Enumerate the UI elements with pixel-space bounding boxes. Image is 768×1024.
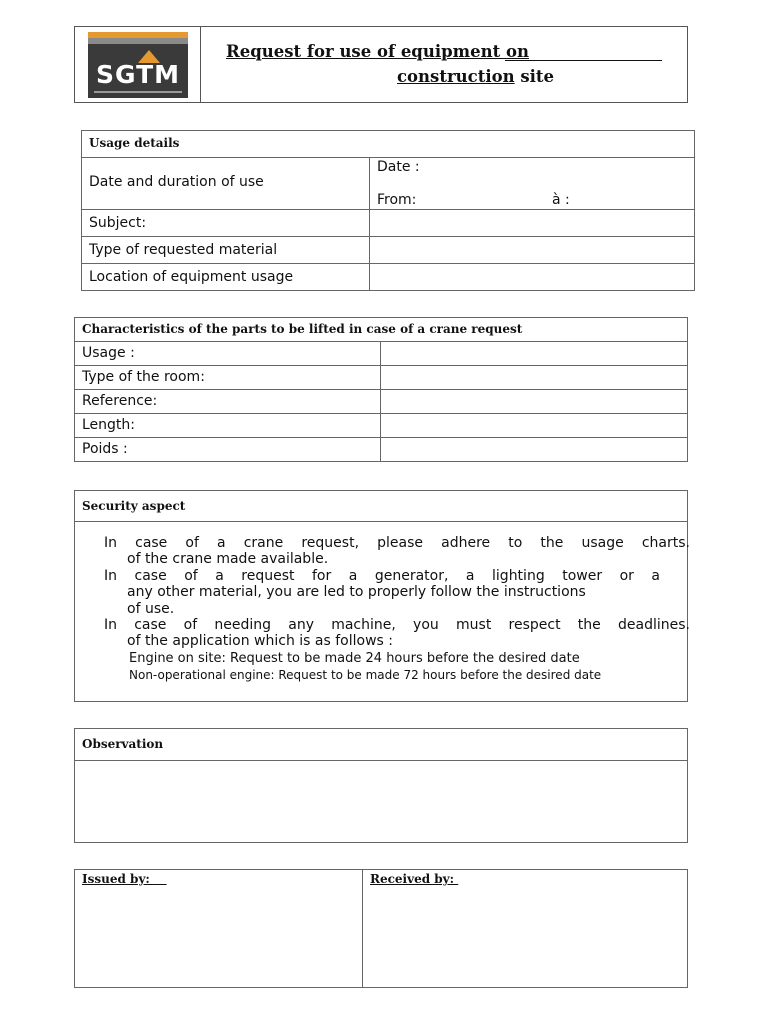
- company-logo: [88, 32, 188, 98]
- security-p1-line2: of the crane made available.: [127, 551, 329, 568]
- usage-details-heading: Usage details: [82, 131, 695, 158]
- security-aspect-section: [74, 490, 688, 702]
- security-bullet-1: Engine on site: Request to be made 24 hours before the desired date: [129, 650, 580, 666]
- date-label: Date :: [377, 159, 420, 175]
- document-title-line1: Request for use of equipment on: [226, 42, 529, 61]
- observation-section: [74, 728, 688, 843]
- issued-by-field[interactable]: Issued by:: [75, 870, 363, 988]
- signature-table: [74, 869, 688, 988]
- security-p3-line2: of the application which is as follows :: [127, 633, 393, 650]
- security-p2-line2: any other material, you are led to properly follow the instructions: [127, 584, 586, 601]
- material-type-label: Type of requested material: [82, 237, 370, 264]
- subject-field[interactable]: [370, 210, 695, 237]
- to-label: à :: [552, 192, 570, 208]
- security-aspect-heading: Security aspect: [75, 491, 687, 522]
- usage-details-table: [81, 130, 695, 291]
- room-type-label: Type of the room:: [75, 366, 381, 390]
- date-duration-field[interactable]: [370, 158, 695, 210]
- material-type-field[interactable]: [370, 237, 695, 264]
- weight-field[interactable]: [381, 438, 688, 462]
- received-by-field[interactable]: Received by:: [363, 870, 688, 988]
- from-label: From:: [377, 192, 417, 208]
- crane-characteristics-table: [74, 317, 688, 462]
- subject-label: Subject:: [82, 210, 370, 237]
- weight-label: Poids :: [75, 438, 381, 462]
- document-header: [74, 26, 688, 103]
- equipment-location-label: Location of equipment usage: [82, 264, 370, 291]
- date-duration-label: Date and duration of use: [82, 158, 370, 210]
- reference-label: Reference:: [75, 390, 381, 414]
- security-p3-line1: In case of needing any machine, you must respect the deadlines.: [104, 617, 690, 634]
- security-p2-line3: of use.: [127, 600, 175, 617]
- observation-field[interactable]: [75, 761, 687, 843]
- length-label: Length:: [75, 414, 381, 438]
- length-field[interactable]: [381, 414, 688, 438]
- security-p2-line1: In case of a request for a generator, a lighting tower or a: [104, 567, 660, 584]
- security-bullet-2: Non-operational engine: Request to be made 72 hours before the desired date: [129, 667, 602, 682]
- room-type-field[interactable]: [381, 366, 688, 390]
- usage-label: Usage :: [75, 342, 381, 366]
- observation-heading: Observation: [75, 729, 687, 761]
- logo-cell: [75, 27, 201, 102]
- security-instructions: [104, 535, 690, 684]
- logo-text: SGTM: [95, 60, 181, 89]
- characteristics-heading: Characteristics of the parts to be lifted in case of a crane request: [75, 318, 688, 342]
- usage-field[interactable]: [381, 342, 688, 366]
- document-title-line2: construction site: [397, 67, 555, 86]
- equipment-location-field[interactable]: [370, 264, 695, 291]
- reference-field[interactable]: [381, 390, 688, 414]
- security-p1-line1: In case of a crane request, please adhere to the usage charts.: [104, 535, 690, 551]
- title-blank-line: [505, 60, 662, 61]
